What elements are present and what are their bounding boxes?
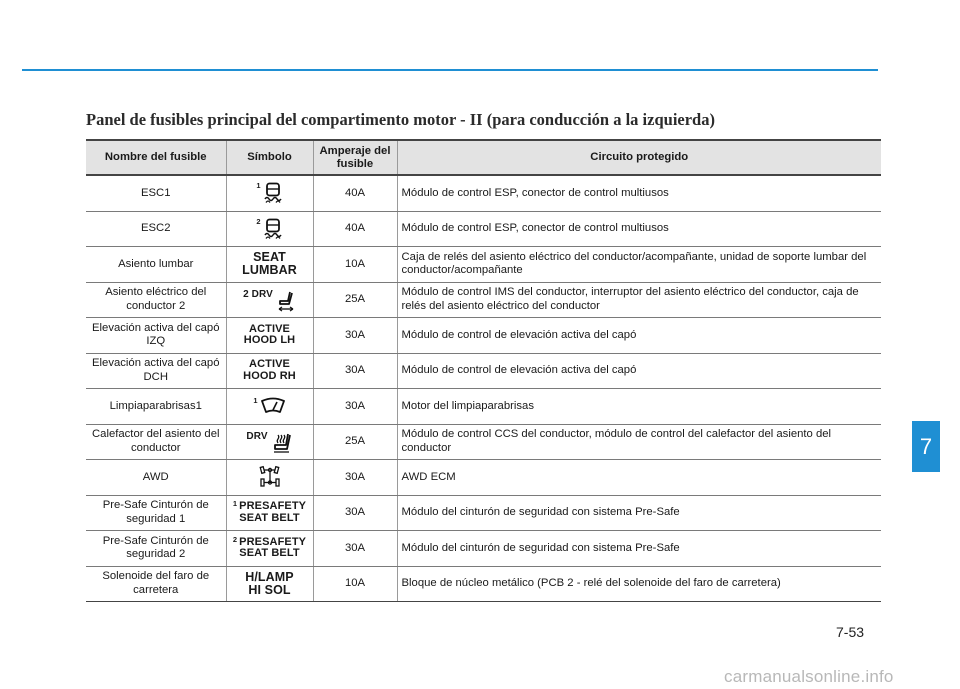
- symbol-label-line1: SEAT: [253, 250, 286, 265]
- table-row: [86, 247, 881, 283]
- section-title: Panel de fusibles principal del compartimento motor - II (para conducción a la izquierda): [86, 110, 715, 129]
- fuse-circuit: Caja de relés del asiento eléctrico del conductor/acompañante, unidad de soporte lumbar del conductor/acompañante: [397, 247, 881, 283]
- chapter-tab: 7: [912, 421, 940, 472]
- watermark: carmanualsonline.info: [724, 667, 894, 686]
- symbol-label-line2: SEAT BELT: [239, 547, 300, 560]
- top-rule: [22, 69, 878, 71]
- fuse-symbol: [226, 389, 313, 425]
- fuse-amperage: 30A: [313, 318, 397, 354]
- symbol-number: 1: [256, 181, 261, 191]
- fuse-name: ESC1: [86, 175, 226, 211]
- symbol-label-line2: SEAT BELT: [239, 511, 300, 524]
- fuse-symbol: [226, 353, 313, 389]
- fuse-symbol: [226, 531, 313, 567]
- table-row: [86, 389, 881, 425]
- symbol-label-line1: PRESAFETY: [239, 535, 307, 548]
- awd-icon: [259, 465, 281, 489]
- fuse-name: Asiento eléctrico del conductor 2: [86, 282, 226, 318]
- fuse-symbol: [226, 566, 313, 602]
- fuse-amperage: 10A: [313, 247, 397, 283]
- symbol-label-line1: H/LAMP: [245, 569, 294, 584]
- symbol-number: 2: [256, 216, 261, 226]
- wiper-icon: [260, 397, 286, 415]
- header-circuit: Circuito protegido: [397, 140, 881, 175]
- table-row: [86, 353, 881, 389]
- fuse-amperage: 30A: [313, 353, 397, 389]
- table-row: [86, 318, 881, 354]
- fuse-name: Calefactor del asiento del conductor: [86, 424, 226, 460]
- fuse-circuit: Módulo de control CCS del conductor, módulo de control del calefactor del asiento del conductor: [397, 424, 881, 460]
- fuse-name: Asiento lumbar: [86, 247, 226, 283]
- fuse-symbol: [226, 424, 313, 460]
- fuse-amperage: 10A: [313, 566, 397, 602]
- fuse-name: Solenoide del faro de carretera: [86, 566, 226, 602]
- table-row: [86, 531, 881, 567]
- fuse-circuit: Módulo de control de elevación activa del capó: [397, 353, 881, 389]
- fuse-circuit: Módulo del cinturón de seguridad con sistema Pre-Safe: [397, 531, 881, 567]
- fuse-symbol: [226, 318, 313, 354]
- fuse-amperage: 40A: [313, 211, 397, 247]
- fuse-circuit: Módulo de control ESP, conector de control multiusos: [397, 175, 881, 211]
- symbol-label-line2: HOOD LH: [243, 334, 296, 347]
- power-seat-icon: [276, 290, 296, 312]
- fuse-amperage: 30A: [313, 531, 397, 567]
- fuse-symbol: [226, 460, 313, 496]
- fuse-name: AWD: [86, 460, 226, 496]
- symbol-number: 1: [232, 499, 238, 509]
- symbol-number: 2: [232, 534, 238, 544]
- fuse-amperage: 40A: [313, 175, 397, 211]
- table-row: [86, 460, 881, 496]
- table-row: [86, 211, 881, 247]
- fuse-amperage: 25A: [313, 282, 397, 318]
- symbol-prefix: 2 DRV: [243, 288, 273, 300]
- table-row: [86, 424, 881, 460]
- fuse-name: Limpiaparabrisas1: [86, 389, 226, 425]
- fuse-circuit: Motor del limpiaparabrisas: [397, 389, 881, 425]
- esc-icon: [263, 218, 283, 240]
- esc-icon: [263, 182, 283, 204]
- table-row: [86, 282, 881, 318]
- fuse-symbol: [226, 495, 313, 531]
- fuse-amperage: 30A: [313, 389, 397, 425]
- fuse-amperage: 25A: [313, 424, 397, 460]
- page-number: 7-53: [836, 624, 865, 640]
- fuse-table: [86, 139, 881, 602]
- fuse-name: Pre-Safe Cinturón de seguridad 1: [86, 495, 226, 531]
- table-row: [86, 175, 881, 211]
- fuse-circuit: Bloque de núcleo metálico (PCB 2 - relé del solenoide del faro de carretera): [397, 566, 881, 602]
- fuse-circuit: Módulo del cinturón de seguridad con sistema Pre-Safe: [397, 495, 881, 531]
- fuse-circuit: Módulo de control IMS del conductor, interruptor del asiento eléctrico del conductor, caja de relés del asiento eléctrico del conductor: [397, 282, 881, 318]
- table-row: [86, 566, 881, 602]
- symbol-label-line1: ACTIVE: [249, 358, 290, 371]
- fuse-symbol: [226, 247, 313, 283]
- header-symbol: Símbolo: [226, 140, 313, 175]
- symbol-label-line1: ACTIVE: [249, 322, 290, 335]
- fuse-circuit: Módulo de control de elevación activa del capó: [397, 318, 881, 354]
- symbol-prefix: DRV: [246, 430, 268, 442]
- header-amperage: Amperaje del fusible: [313, 140, 397, 175]
- fuse-circuit: Módulo de control ESP, conector de control multiusos: [397, 211, 881, 247]
- symbol-label-line2: LUMBAR: [242, 263, 297, 278]
- fuse-name: ESC2: [86, 211, 226, 247]
- fuse-symbol: [226, 175, 313, 211]
- table-header-row: [86, 140, 881, 175]
- seat-heater-icon: [271, 432, 293, 454]
- symbol-label-line1: PRESAFETY: [239, 500, 307, 513]
- fuse-name: Elevación activa del capó DCH: [86, 353, 226, 389]
- fuse-name: Elevación activa del capó IZQ: [86, 318, 226, 354]
- fuse-amperage: 30A: [313, 495, 397, 531]
- symbol-label-line2: HI SOL: [248, 582, 291, 597]
- fuse-amperage: 30A: [313, 460, 397, 496]
- fuse-symbol: [226, 282, 313, 318]
- symbol-label-line2: HOOD RH: [243, 369, 296, 382]
- fuse-circuit: AWD ECM: [397, 460, 881, 496]
- fuse-symbol: [226, 211, 313, 247]
- symbol-number: 1: [253, 396, 258, 406]
- header-fuse-name: Nombre del fusible: [86, 140, 226, 175]
- table-row: [86, 495, 881, 531]
- fuse-name: Pre-Safe Cinturón de seguridad 2: [86, 531, 226, 567]
